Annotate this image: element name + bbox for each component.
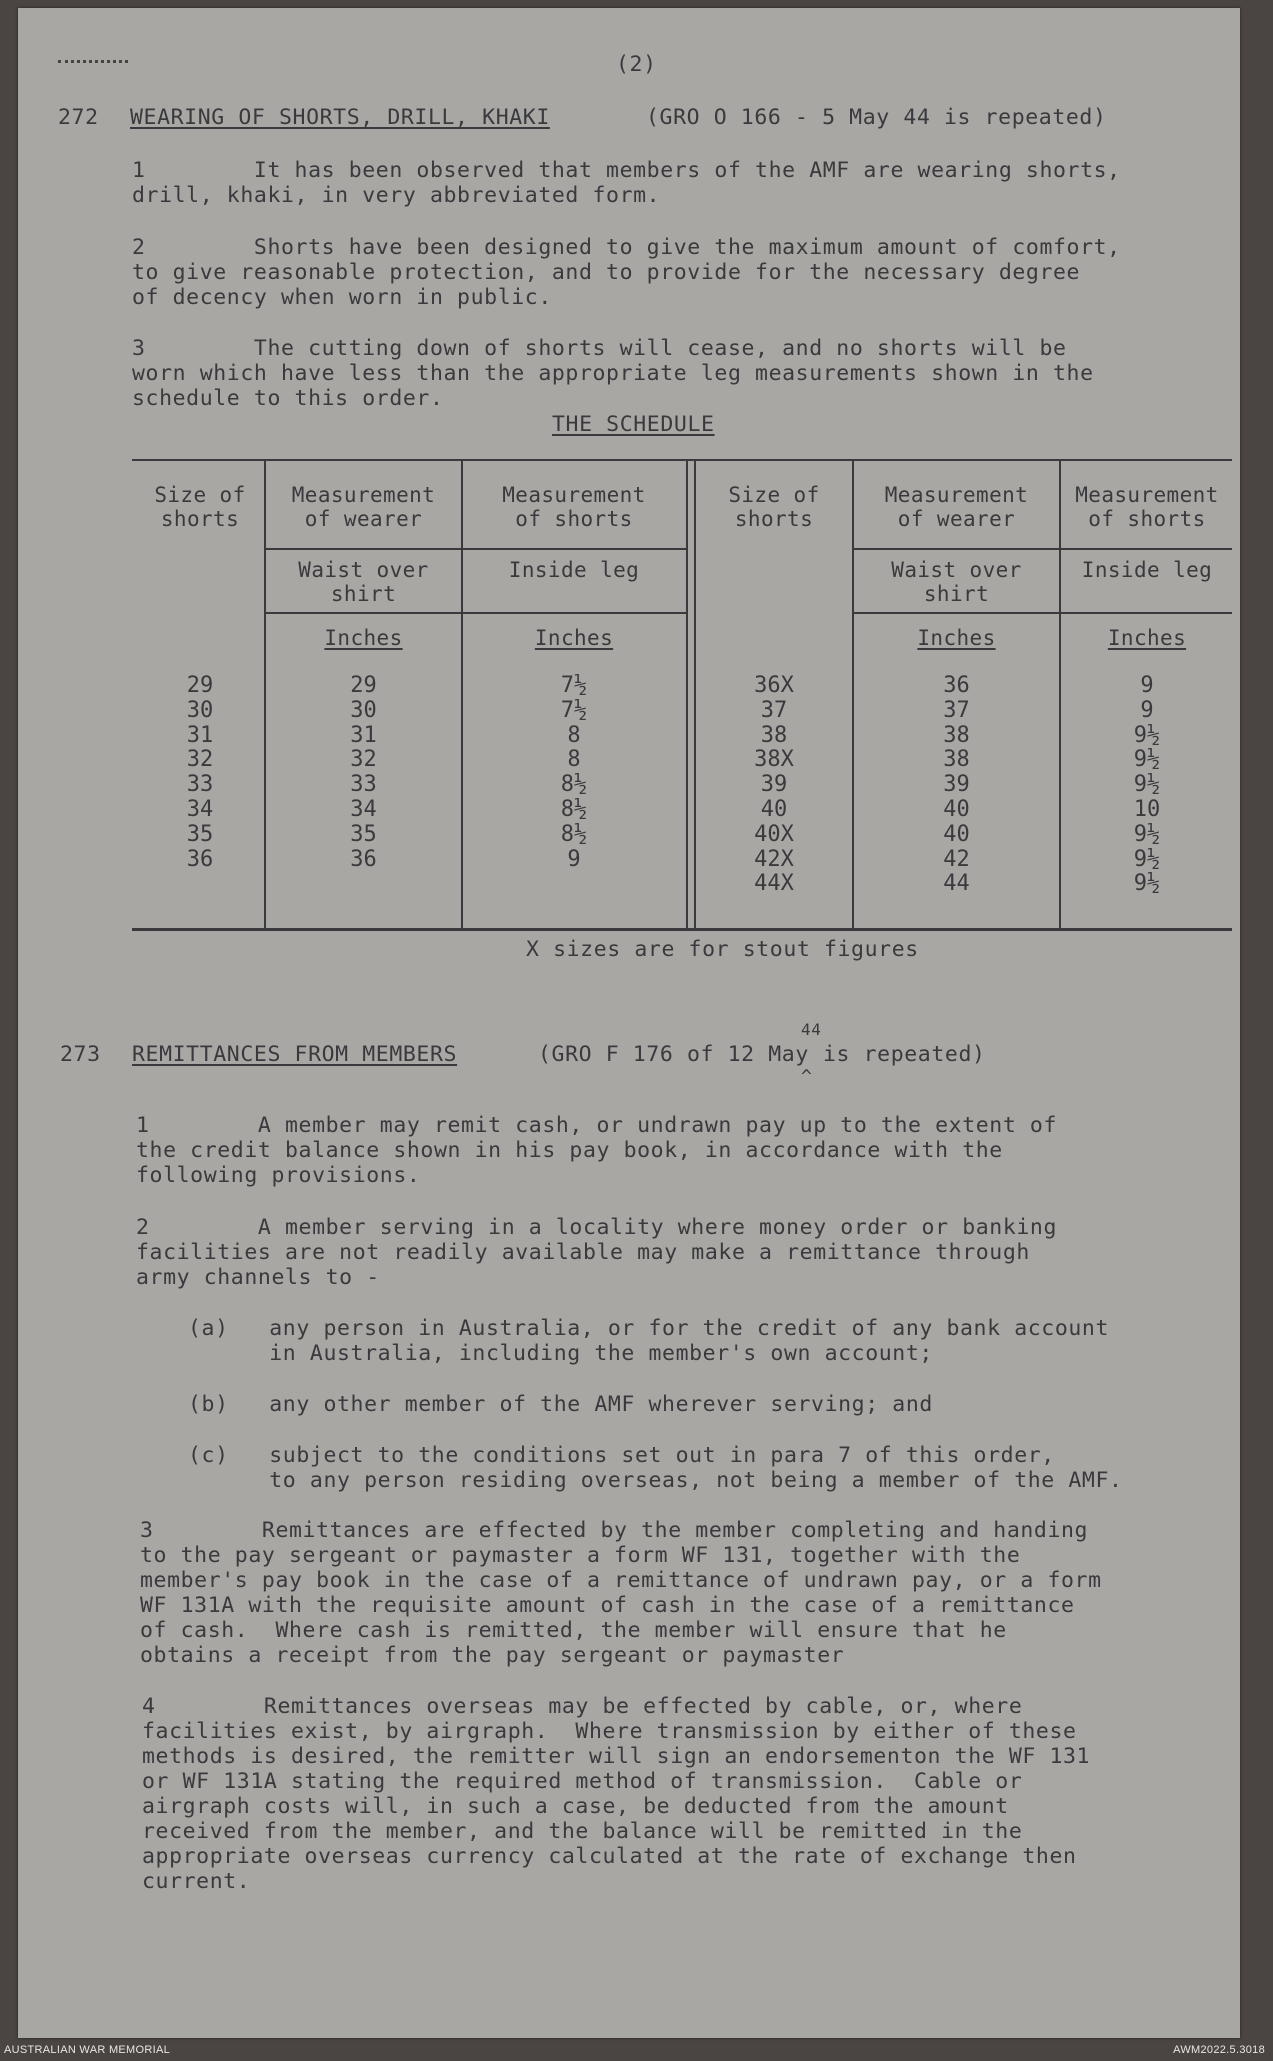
header-waist-over-shirt-right: Waist over shirt (891, 558, 1022, 606)
size-cell: 44X (754, 871, 794, 897)
waist-cell: 35 (350, 821, 377, 847)
header-measurement-of-wearer-left: Measurement of wearer (291, 483, 436, 531)
size-cell: 33 (186, 772, 214, 798)
s272-para1-line2: drill, khaki, in very abbreviated form. (132, 183, 661, 208)
waist-cell: 42 (943, 846, 970, 872)
section-272-reference: (GRO O 166 - 5 May 44 is repeated) (646, 105, 1107, 130)
s273-item-a-line1: (a) any person in Australia, or for the credit of any bank account (188, 1316, 1109, 1341)
s273-para3-line2: to the pay sergeant or paymaster a form WF 131, together with the (140, 1543, 1021, 1568)
inside-leg-cell: 9 (1140, 673, 1154, 698)
s272-para1-line1: 1 It has been observed that members of the AMF are wearing shorts, (132, 158, 1121, 183)
s273-para1-line1: 1 A member may remit cash, or undrawn pay up to the extent of (136, 1113, 1057, 1138)
inside-leg-cell: 7½ (560, 697, 588, 723)
column-right-sizes (696, 674, 852, 897)
inside-leg-cell: 9½ (1133, 722, 1161, 748)
size-cell: 42X (754, 846, 794, 872)
s272-para3-line2: worn which have less than the appropriate leg measurements shown in the (132, 361, 1094, 386)
section-273-reference-start: (GRO F 176 of 12 May (538, 1042, 809, 1067)
header-inches-leg-right: Inches (1107, 626, 1187, 650)
column-left-inside-leg (463, 674, 685, 872)
waist-cell: 32 (350, 747, 377, 773)
schedule-footnote: X sizes are for stout figures (526, 937, 919, 962)
s273-para4-line8: current. (142, 1869, 251, 1894)
document-page (18, 8, 1240, 2038)
waist-cell: 36 (350, 846, 377, 872)
size-cell: 38 (760, 722, 788, 748)
waist-cell: 31 (350, 722, 377, 748)
s273-para1-line2: the credit balance shown in his pay book, in accordance with the (136, 1138, 1003, 1163)
s273-para4-line6: received from the member, and the balance will be remitted in the (142, 1819, 1023, 1844)
s273-para4-line3: methods is desired, the remitter will sign an endorsementon the WF 131 (142, 1744, 1091, 1769)
s273-item-b: (b) any other member of the AMF wherever serving; and (188, 1392, 933, 1417)
inside-leg-cell: 9½ (1133, 871, 1161, 897)
s273-para2-line1: 2 A member serving in a locality where money order or banking (136, 1215, 1057, 1240)
size-cell: 31 (186, 722, 214, 748)
header-measurement-of-wearer-right: Measurement of wearer (884, 483, 1029, 531)
header-inches-waist-right: Inches (917, 626, 996, 650)
schedule-title: THE SCHEDULE (552, 412, 715, 437)
s273-para3-line5: of cash. Where cash is remitted, the member will ensure that he (140, 1618, 1007, 1643)
inside-leg-cell: 8½ (560, 772, 588, 798)
size-cell: 36 (186, 846, 214, 872)
s273-para3-line6: obtains a receipt from the pay sergeant or paymaster (140, 1643, 845, 1668)
s272-para3-line1: 3 The cutting down of shorts will cease, and no shorts will be (132, 336, 1067, 361)
header-waist-over-shirt-left: Waist over shirt (298, 558, 429, 606)
punch-marks (58, 60, 128, 69)
s273-item-c-line2: to any person residing overseas, not being a member of the AMF. (188, 1468, 1123, 1493)
inside-leg-cell: 8½ (560, 796, 588, 822)
s273-para3-line1: 3 Remittances are effected by the member completing and handing (140, 1518, 1089, 1543)
size-cell: 38X (754, 747, 794, 773)
s273-para2-line2: facilities are not readily available may make a remittance through (136, 1240, 1030, 1265)
inside-leg-cell: 8 (567, 747, 581, 773)
size-cell: 35 (186, 821, 214, 847)
header-measurement-of-shorts-left: Measurement of shorts (502, 483, 646, 531)
footer-accession-number: AWM2022.5.3018 (1173, 2044, 1265, 2056)
header-size-of-shorts-left: Size of shorts (154, 483, 246, 531)
section-273-reference-end: is repeated) (823, 1042, 986, 1067)
column-right-inside-leg (1061, 674, 1233, 897)
waist-cell: 29 (350, 673, 377, 698)
column-left-sizes (138, 674, 262, 872)
s273-para1-line3: following provisions. (136, 1163, 421, 1188)
s273-para4-line1: 4 Remittances overseas may be effected by cable, or, where (142, 1694, 1023, 1719)
size-cell: 37 (760, 697, 788, 723)
footer-archive-name: AUSTRALIAN WAR MEMORIAL (4, 2044, 171, 2056)
size-cell: 40X (754, 821, 794, 847)
column-left-waist (266, 674, 461, 872)
s272-para2-line2: to give reasonable protection, and to provide for the necessary degree (132, 260, 1081, 285)
inside-leg-cell: 8 (567, 722, 581, 748)
s273-para4-line2: facilities exist, by airgraph. Where transmission by either of these (142, 1719, 1077, 1744)
section-273-number: 273 (60, 1042, 101, 1067)
waist-cell: 34 (350, 796, 377, 822)
size-cell: 34 (186, 796, 214, 822)
waist-cell: 40 (943, 821, 970, 847)
s272-para2-line3: of decency when worn in public. (132, 285, 552, 310)
s273-para2-line3: army channels to - (136, 1265, 380, 1290)
size-cell: 29 (186, 673, 214, 698)
s272-para3-line3: schedule to this order. (132, 386, 444, 411)
s273-item-c-line1: (c) subject to the conditions set out in para 7 of this order, (188, 1443, 1055, 1468)
s273-para3-line4: WF 131A with the requisite amount of cash in the case of a remittance (140, 1593, 1075, 1618)
s273-item-a-line2: in Australia, including the member's own account; (188, 1341, 933, 1366)
header-inches-leg-left: Inches (534, 626, 614, 650)
size-cell: 32 (186, 747, 214, 773)
header-inside-leg-left: Inside leg (508, 558, 640, 582)
inside-leg-cell: 10 (1133, 796, 1161, 822)
s273-para4-line7: appropriate overseas currency calculated at the rate of exchange then (142, 1844, 1077, 1869)
waist-cell: 30 (350, 697, 377, 723)
column-right-waist (854, 674, 1059, 897)
handwritten-year-insert: 44 (801, 1020, 822, 1039)
size-cell: 36X (754, 673, 794, 698)
size-cell: 30 (186, 697, 214, 723)
s273-para4-line5: airgraph costs will, in such a case, be deducted from the amount (142, 1794, 1009, 1819)
inside-leg-cell: 9½ (1133, 772, 1161, 798)
waist-cell: 33 (350, 772, 377, 798)
waist-cell: 38 (943, 722, 970, 748)
section-273-title: REMITTANCES FROM MEMBERS (132, 1042, 458, 1067)
page-number: (2) (616, 52, 657, 77)
header-size-of-shorts-right: Size of shorts (728, 483, 820, 531)
section-272-title: WEARING OF SHORTS, DRILL, KHAKI (130, 105, 550, 130)
inside-leg-cell: 9½ (1133, 846, 1161, 872)
header-inches-waist-left: Inches (324, 626, 403, 650)
size-cell: 39 (760, 772, 788, 798)
handwritten-caret: ^ (801, 1066, 813, 1087)
inside-leg-cell: 9 (567, 846, 581, 872)
inside-leg-cell: 9 (1140, 697, 1154, 723)
waist-cell: 36 (943, 673, 970, 698)
header-inside-leg-right: Inside leg (1081, 558, 1213, 582)
inside-leg-cell: 8½ (560, 821, 588, 847)
size-cell: 40 (760, 796, 788, 822)
s272-para2-line1: 2 Shorts have been designed to give the maximum amount of comfort, (132, 235, 1121, 260)
waist-cell: 40 (943, 796, 970, 822)
header-measurement-of-shorts-right: Measurement of shorts (1075, 483, 1219, 531)
waist-cell: 44 (943, 871, 970, 897)
inside-leg-cell: 9½ (1133, 747, 1161, 773)
waist-cell: 38 (943, 747, 970, 773)
s273-para4-line4: or WF 131A stating the required method of transmission. Cable or (142, 1769, 1023, 1794)
waist-cell: 39 (943, 772, 970, 798)
s273-para3-line3: member's pay book in the case of a remittance of undrawn pay, or a form (140, 1568, 1102, 1593)
section-272-number: 272 (58, 105, 99, 130)
inside-leg-cell: 9½ (1133, 821, 1161, 847)
waist-cell: 37 (943, 697, 970, 723)
inside-leg-cell: 7½ (560, 673, 588, 698)
